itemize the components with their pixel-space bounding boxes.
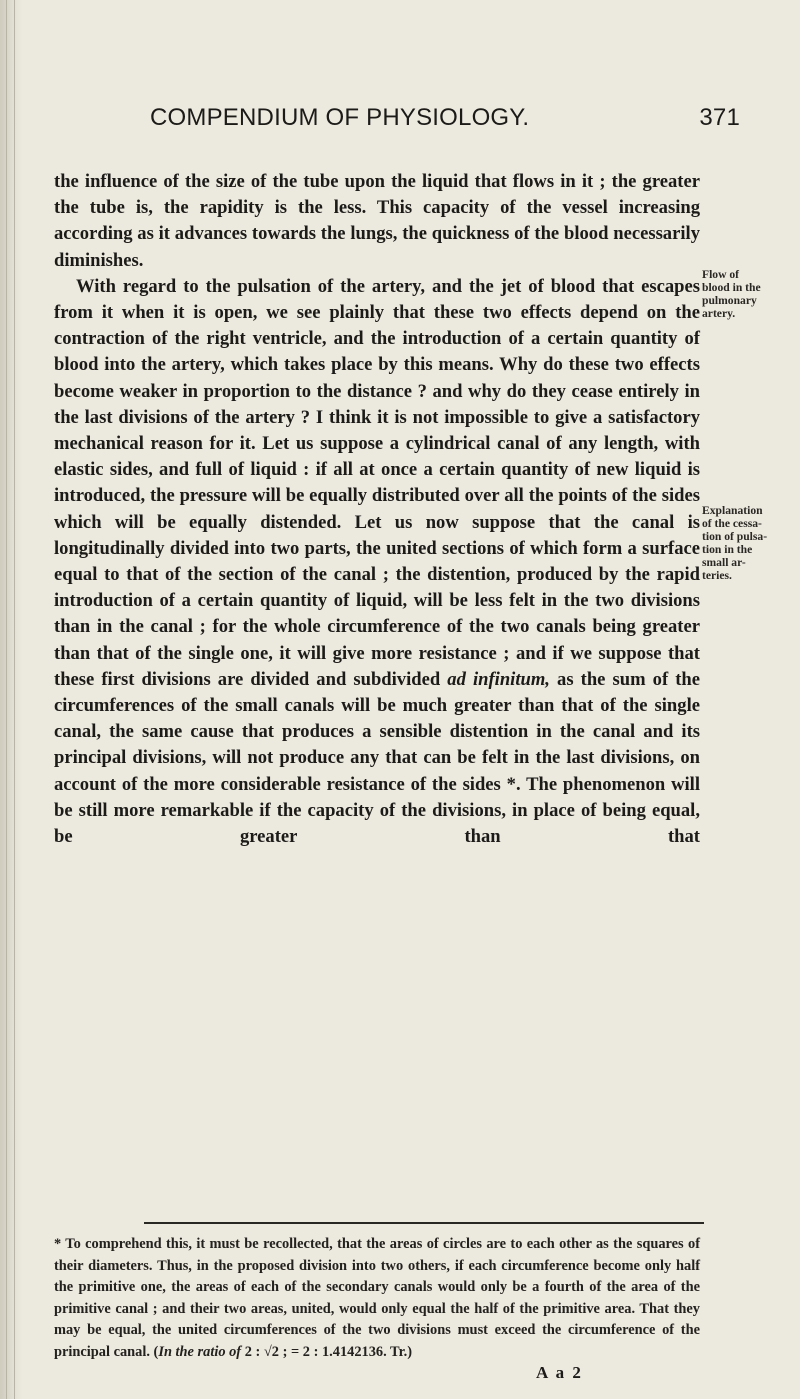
- margin-note-line: Flow of: [702, 268, 740, 281]
- footnote-italic: In the ratio of: [158, 1343, 242, 1360]
- footnote: [54, 1234, 700, 1364]
- gutter-line: [14, 0, 15, 1399]
- margin-note-line: teries.: [702, 569, 732, 582]
- page-number: 371: [699, 104, 740, 131]
- margin-note-line: small ar-: [702, 556, 746, 569]
- margin-note-line: blood in the: [702, 281, 761, 294]
- running-header: [150, 104, 740, 138]
- margin-note-line: of the cessa-: [702, 517, 762, 530]
- margin-note-line: pulmonary: [702, 294, 757, 307]
- main-text: [54, 169, 700, 850]
- margin-note-line: Explanation: [702, 504, 763, 517]
- margin-note-line: artery.: [702, 307, 736, 320]
- margin-note-flow: [702, 268, 798, 320]
- footnote-text-a: * To comprehend this, it must be recollected, that the areas of circles are to each other as the squares of their diameters. Thus, in the proposed division into two others, if each circumference become only half the primitive one, the areas of each of the secondary canals would only be a fourth of the area of the primitive canal ; and their two areas, united, would only equal the half of the primitive area. That they may be equal, the united circumferences of the two divisions must exceed the circumference of the principal canal. (: [54, 1236, 700, 1360]
- latin-phrase: ad infinitum,: [447, 668, 550, 690]
- paragraph-1: the influence of the size of the tube upon the liquid that flows in it ; the greater the tube is, the rapidity is the less. This capacity of the vessel increasing according as it advances towards the lungs, the quickness of the blood necessarily diminishes.: [54, 171, 700, 271]
- footnote-rule: [144, 1222, 704, 1224]
- footnote-text-b: 2 : √2 ; = 2 : 1.4142136. Tr.): [244, 1343, 413, 1360]
- gutter-line: [6, 0, 7, 1399]
- margin-note-line: tion in the: [702, 543, 753, 556]
- paragraph-2: [54, 274, 700, 850]
- paragraph-2-text-a: With regard to the pulsation of the artery, and the jet of blood that escapes from it when it is open, we see plainly that these two effects depend on the contraction of the right ventricle, and the introduction of a certain quantity of blood into the artery, which takes place by this means. Why do these two effects become weaker in proportion to the distance ? and why do they cease entirely in the last divisions of the artery ? I think it is not impossible to give a satisfactory mechanical reason for it. Let us suppose a cylindrical canal of any length, with elastic sides, and full of liquid : if all at once a certain quantity of new liquid is introduced, the pressure will be equally distributed over all the points of the sides which will be equally distended. Let us now suppose that the canal is longitudinally divided into two parts, the united sections of which form a surface equal to that of the section of the canal ; the distention, produced by the rapid introduction of a certain quantity of liquid, will be less felt in the two divisions than in the canal ; for the whole circumference of the two canals being greater than that of the single one, it will give more resistance ; and if we suppose that these first divisions are divided and subdivided: [54, 275, 700, 690]
- signature-mark: A a 2: [536, 1363, 583, 1382]
- binding-gutter: [0, 0, 22, 1399]
- paragraph-2-text-b: as the sum of the circumferences of the small canals will be much greater than that of the single canal, the same cause that produces a sensible distention in the canal and its principal divisions, will not produce any that can be felt in the last divisions, on account of the more considerable resistance of the sides *. The phenomenon will be still more remarkable if the capacity of the divisions, in place of being equal, be greater than that: [54, 668, 700, 848]
- running-title: COMPENDIUM OF PHYSIOLOGY.: [150, 104, 530, 131]
- margin-note-line: tion of pulsa-: [702, 530, 768, 543]
- margin-note-explanation: [702, 504, 798, 582]
